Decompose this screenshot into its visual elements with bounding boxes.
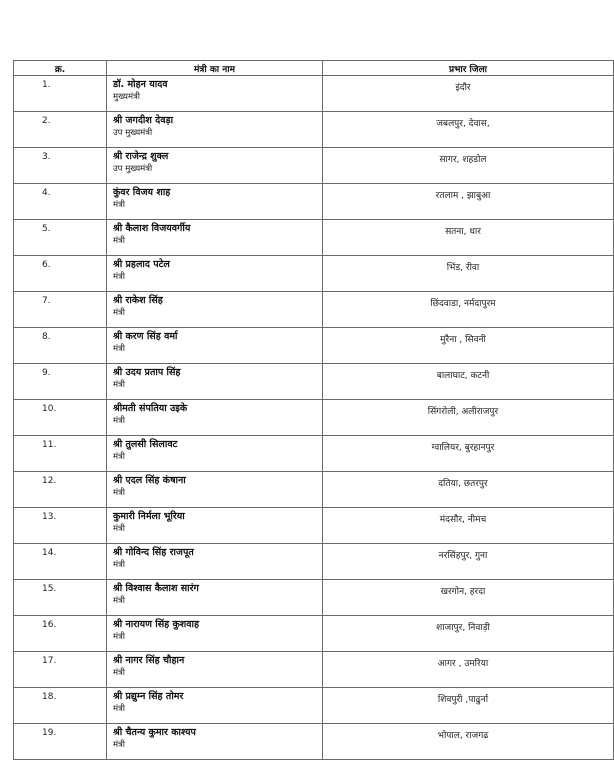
- minister-designation: मंत्री: [113, 524, 125, 534]
- minister-name: श्री चैतन्य कुमार काश्यप: [113, 727, 196, 738]
- minister-designation: मंत्री: [113, 272, 125, 282]
- serial-cell: 8.: [14, 328, 107, 364]
- table-row: [14, 400, 614, 436]
- district-cell: [323, 76, 614, 112]
- district-cell: [323, 256, 614, 292]
- minister-name: श्री प्रद्युम्न सिंह तोमर: [113, 691, 184, 702]
- table-row: [14, 184, 614, 220]
- minister-designation: मंत्री: [113, 668, 125, 678]
- minister-designation: मंत्री: [113, 236, 125, 246]
- district-text: खरगोन, हरदा: [440, 587, 486, 597]
- minister-designation: उप मुख्यमंत्री: [113, 164, 153, 174]
- minister-designation: मंत्री: [113, 596, 125, 606]
- district-cell: [323, 220, 614, 256]
- minister-name: श्रीमती संपतिया उइके: [113, 403, 188, 414]
- district-text: सागर, शहडोल: [439, 155, 487, 165]
- district-text: जबलपुर, देवास,: [436, 119, 490, 129]
- minister-cell: [107, 400, 323, 436]
- serial-cell: 12.: [14, 472, 107, 508]
- table-row: [14, 364, 614, 400]
- minister-designation: मंत्री: [113, 704, 125, 714]
- minister-cell: [107, 364, 323, 400]
- table-row: [14, 76, 614, 112]
- serial-cell: 4.: [14, 184, 107, 220]
- serial-cell: 2.: [14, 112, 107, 148]
- minister-designation: मंत्री: [113, 200, 125, 210]
- minister-designation: मंत्री: [113, 560, 125, 570]
- district-text: ग्वालियर, बुरहानपुर: [431, 443, 495, 453]
- district-cell: [323, 436, 614, 472]
- minister-district-table: [13, 60, 614, 760]
- minister-name: डॉ. मोहन यादव: [113, 79, 168, 90]
- table-row: [14, 256, 614, 292]
- minister-cell: [107, 436, 323, 472]
- district-text: सिंगरोली, अलीराजपुर: [427, 407, 499, 417]
- district-cell: [323, 364, 614, 400]
- district-text: भोपाल, राजगढ: [437, 731, 489, 741]
- minister-name: श्री राकेश सिंह: [113, 295, 163, 306]
- serial-cell: 10.: [14, 400, 107, 436]
- district-cell: [323, 472, 614, 508]
- district-cell: [323, 724, 614, 760]
- table-row: [14, 436, 614, 472]
- minister-name: श्री कैलाश विजयवर्गीय: [113, 223, 191, 234]
- serial-cell: 13.: [14, 508, 107, 544]
- district-text: रतलाम , झाबुआ: [435, 191, 491, 201]
- table-row: [14, 292, 614, 328]
- minister-designation: मंत्री: [113, 308, 125, 318]
- minister-designation: मंत्री: [113, 344, 125, 354]
- header-minister-name: मंत्री का नाम: [107, 61, 323, 76]
- serial-cell: 19.: [14, 724, 107, 760]
- minister-designation: मंत्री: [113, 632, 125, 642]
- table-row: [14, 148, 614, 184]
- minister-cell: [107, 724, 323, 760]
- serial-cell: 16.: [14, 616, 107, 652]
- serial-cell: 5.: [14, 220, 107, 256]
- district-cell: [323, 328, 614, 364]
- minister-designation: मुख्यमंत्री: [113, 92, 140, 102]
- table-row: [14, 544, 614, 580]
- minister-cell: [107, 256, 323, 292]
- district-text: मंदसौर, नीमच: [439, 515, 487, 525]
- serial-cell: 9.: [14, 364, 107, 400]
- table-row: [14, 652, 614, 688]
- table-row: [14, 508, 614, 544]
- district-cell: [323, 112, 614, 148]
- minister-cell: [107, 76, 323, 112]
- district-text: इंदौर: [455, 83, 471, 93]
- minister-cell: [107, 544, 323, 580]
- minister-name: श्री उदय प्रताप सिंह: [113, 367, 181, 378]
- minister-cell: [107, 652, 323, 688]
- minister-designation: मंत्री: [113, 740, 125, 750]
- minister-cell: [107, 148, 323, 184]
- minister-name: श्री करण सिंह वर्मा: [113, 331, 178, 342]
- minister-name: श्री नारायण सिंह कुशवाह: [113, 619, 200, 630]
- serial-cell: 17.: [14, 652, 107, 688]
- minister-designation: उप मुख्यमंत्री: [113, 128, 153, 138]
- minister-designation: मंत्री: [113, 452, 125, 462]
- district-cell: [323, 688, 614, 724]
- minister-name: श्री प्रहलाद पटेल: [113, 259, 170, 270]
- district-text: सतना, धार: [445, 227, 481, 237]
- serial-cell: 18.: [14, 688, 107, 724]
- district-text: दतिया, छतरपुर: [438, 479, 488, 489]
- serial-cell: 7.: [14, 292, 107, 328]
- district-cell: [323, 508, 614, 544]
- district-cell: [323, 292, 614, 328]
- table-row: [14, 580, 614, 616]
- table-row: [14, 724, 614, 760]
- minister-designation: मंत्री: [113, 488, 125, 498]
- minister-cell: [107, 508, 323, 544]
- district-cell: [323, 148, 614, 184]
- minister-name: श्री राजेन्द्र शुक्ल: [113, 151, 169, 162]
- district-text: आगर , उमरिया: [437, 659, 489, 669]
- serial-cell: 3.: [14, 148, 107, 184]
- district-cell: [323, 580, 614, 616]
- serial-cell: 6.: [14, 256, 107, 292]
- district-cell: [323, 616, 614, 652]
- minister-name: श्री एदल सिंह कंषाना: [113, 475, 186, 486]
- minister-cell: [107, 220, 323, 256]
- district-cell: [323, 184, 614, 220]
- table-row: [14, 220, 614, 256]
- table-row: [14, 616, 614, 652]
- district-text: मुरैना , सिवनी: [440, 335, 486, 345]
- table-row: [14, 328, 614, 364]
- table-header-row: [14, 61, 614, 76]
- table-row: [14, 688, 614, 724]
- minister-cell: [107, 688, 323, 724]
- serial-cell: 11.: [14, 436, 107, 472]
- serial-cell: 15.: [14, 580, 107, 616]
- minister-name: श्री विश्वास कैलाश सारंग: [113, 583, 199, 594]
- header-serial: क्र.: [14, 61, 107, 76]
- minister-name: श्री जगदीश देवड़ा: [113, 115, 174, 126]
- minister-name: कुंवर विजय शाह: [113, 187, 171, 198]
- minister-name: श्री गोविन्द सिंह राजपूत: [113, 547, 194, 558]
- district-text: नरसिंहपुर, गुना: [438, 551, 488, 561]
- minister-name: श्री तुलसी सिलावट: [113, 439, 178, 450]
- minister-cell: [107, 472, 323, 508]
- table-row: [14, 472, 614, 508]
- table-row: [14, 112, 614, 148]
- minister-cell: [107, 580, 323, 616]
- district-text: शिवपुरी ,पाढुर्ना: [437, 695, 489, 705]
- minister-cell: [107, 184, 323, 220]
- district-text: बालाघाट, कटनी: [436, 371, 490, 381]
- serial-cell: 1.: [14, 76, 107, 112]
- district-cell: [323, 544, 614, 580]
- header-district: प्रभार जिला: [323, 61, 614, 76]
- minister-cell: [107, 292, 323, 328]
- minister-name: कुमारी निर्मला भूरिया: [113, 511, 185, 522]
- minister-name: श्री नागर सिंह चौहान: [113, 655, 185, 666]
- district-text: भिंड, रीवा: [446, 263, 480, 273]
- minister-cell: [107, 616, 323, 652]
- district-cell: [323, 400, 614, 436]
- district-text: शाजापुर, निवाड़ी: [436, 623, 490, 633]
- district-cell: [323, 652, 614, 688]
- district-text: छिंदवाडा, नर्मदापुरम: [430, 299, 496, 309]
- minister-designation: मंत्री: [113, 416, 125, 426]
- minister-designation: मंत्री: [113, 380, 125, 390]
- serial-cell: 14.: [14, 544, 107, 580]
- minister-cell: [107, 328, 323, 364]
- minister-cell: [107, 112, 323, 148]
